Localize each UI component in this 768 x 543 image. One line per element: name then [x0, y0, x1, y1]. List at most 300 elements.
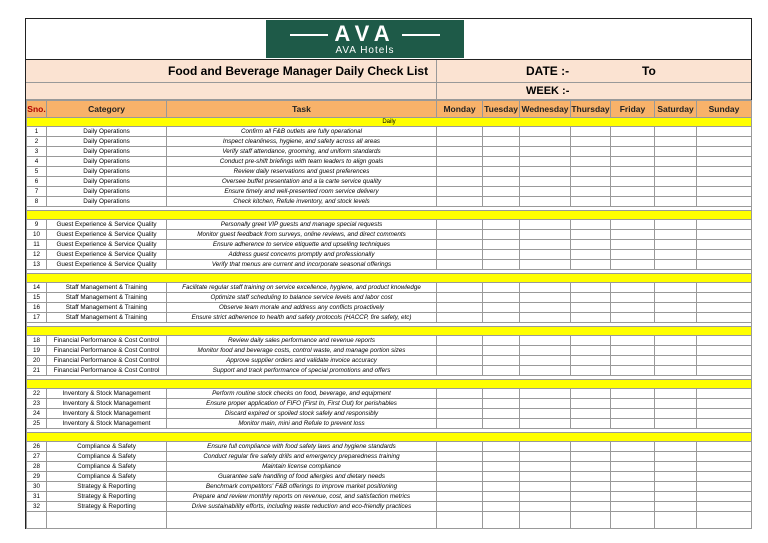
- day-check-cell[interactable]: [655, 230, 697, 240]
- table-row: [27, 127, 752, 137]
- day-check-cell[interactable]: [611, 147, 655, 157]
- day-check-cell[interactable]: [611, 356, 655, 366]
- day-check-cell[interactable]: [520, 137, 571, 147]
- day-check-cell[interactable]: [611, 197, 655, 207]
- day-check-cell[interactable]: [571, 336, 611, 346]
- day-check-cell[interactable]: [437, 313, 483, 323]
- day-check-cell[interactable]: [437, 482, 483, 492]
- day-check-cell[interactable]: [483, 260, 520, 270]
- day-check-cell[interactable]: [611, 127, 655, 137]
- row-number: 26: [27, 442, 47, 452]
- day-check-cell[interactable]: [697, 389, 752, 399]
- day-check-cell[interactable]: [571, 346, 611, 356]
- day-check-cell[interactable]: [520, 492, 571, 502]
- row-category: Compliance & Safety: [47, 442, 167, 452]
- row-category: Strategy & Reporting: [47, 502, 167, 512]
- day-check-cell[interactable]: [520, 356, 571, 366]
- row-number: 23: [27, 399, 47, 409]
- day-check-cell[interactable]: [697, 137, 752, 147]
- day-check-cell[interactable]: [655, 419, 697, 429]
- day-check-cell[interactable]: [437, 303, 483, 313]
- day-check-cell[interactable]: [655, 472, 697, 482]
- day-check-cell[interactable]: [437, 220, 483, 230]
- day-check-cell[interactable]: [520, 177, 571, 187]
- day-check-cell[interactable]: [655, 462, 697, 472]
- table-row: [27, 177, 752, 187]
- day-check-cell[interactable]: [697, 187, 752, 197]
- day-check-cell[interactable]: [611, 409, 655, 419]
- day-check-cell[interactable]: [483, 399, 520, 409]
- row-task: Confirm all F&B outlets are fully operational: [167, 127, 437, 137]
- day-check-cell[interactable]: [483, 409, 520, 419]
- day-check-cell[interactable]: [437, 293, 483, 303]
- day-check-cell[interactable]: [655, 240, 697, 250]
- title-divider: [436, 60, 437, 82]
- table-row: [27, 250, 752, 260]
- day-check-cell[interactable]: [437, 283, 483, 293]
- day-check-cell[interactable]: [611, 177, 655, 187]
- day-check-cell[interactable]: [483, 336, 520, 346]
- day-check-cell[interactable]: [483, 346, 520, 356]
- day-check-cell[interactable]: [697, 346, 752, 356]
- day-check-cell[interactable]: [483, 452, 520, 462]
- day-check-cell[interactable]: [571, 313, 611, 323]
- day-check-cell[interactable]: [655, 442, 697, 452]
- day-check-cell[interactable]: [655, 366, 697, 376]
- day-check-cell[interactable]: [571, 137, 611, 147]
- day-check-cell[interactable]: [520, 502, 571, 512]
- day-check-cell[interactable]: [611, 157, 655, 167]
- day-check-cell[interactable]: [520, 220, 571, 230]
- row-category: Financial Performance & Cost Control: [47, 356, 167, 366]
- table-row: [27, 356, 752, 366]
- day-check-cell[interactable]: [697, 399, 752, 409]
- day-check-cell[interactable]: [611, 336, 655, 346]
- day-check-cell[interactable]: [655, 346, 697, 356]
- row-number: 7: [27, 187, 47, 197]
- day-check-cell[interactable]: [437, 240, 483, 250]
- day-check-cell[interactable]: [437, 502, 483, 512]
- day-check-cell[interactable]: [611, 240, 655, 250]
- row-number: 31: [27, 492, 47, 502]
- day-check-cell[interactable]: [483, 147, 520, 157]
- day-check-cell[interactable]: [483, 177, 520, 187]
- row-number: 17: [27, 313, 47, 323]
- day-check-cell[interactable]: [611, 366, 655, 376]
- table-row: [27, 293, 752, 303]
- day-check-cell[interactable]: [655, 399, 697, 409]
- day-check-cell[interactable]: [437, 492, 483, 502]
- row-task: Address guest concerns promptly and professionally: [167, 250, 437, 260]
- checklist-table: [26, 100, 752, 529]
- day-check-cell[interactable]: [697, 419, 752, 429]
- table-row: [27, 452, 752, 462]
- day-check-cell[interactable]: [520, 230, 571, 240]
- day-check-cell[interactable]: [483, 220, 520, 230]
- row-category: Daily Operations: [47, 177, 167, 187]
- day-check-cell[interactable]: [697, 283, 752, 293]
- table-row: [27, 313, 752, 323]
- day-check-cell[interactable]: [697, 502, 752, 512]
- day-check-cell[interactable]: [571, 230, 611, 240]
- day-check-cell[interactable]: [611, 167, 655, 177]
- row-task: Drive sustainability efforts, including waste reduction and eco-friendly practices: [167, 502, 437, 512]
- day-check-cell[interactable]: [571, 147, 611, 157]
- day-check-cell[interactable]: [571, 303, 611, 313]
- day-check-cell[interactable]: [571, 197, 611, 207]
- day-check-cell[interactable]: [437, 260, 483, 270]
- day-check-cell[interactable]: [655, 336, 697, 346]
- day-check-cell[interactable]: [437, 409, 483, 419]
- day-check-cell[interactable]: [520, 147, 571, 157]
- row-category: Staff Management & Training: [47, 303, 167, 313]
- day-check-cell[interactable]: [571, 167, 611, 177]
- row-category: Staff Management & Training: [47, 313, 167, 323]
- row-task: Ensure timely and well-presented room service delivery: [167, 187, 437, 197]
- day-check-cell[interactable]: [611, 260, 655, 270]
- day-check-cell[interactable]: [655, 197, 697, 207]
- day-check-cell[interactable]: [697, 250, 752, 260]
- day-check-cell[interactable]: [655, 250, 697, 260]
- day-check-cell[interactable]: [520, 157, 571, 167]
- day-check-cell[interactable]: [520, 409, 571, 419]
- row-category: Inventory & Stock Management: [47, 399, 167, 409]
- day-check-cell[interactable]: [571, 177, 611, 187]
- day-check-cell[interactable]: [571, 409, 611, 419]
- day-check-cell[interactable]: [697, 230, 752, 240]
- day-check-cell[interactable]: [571, 356, 611, 366]
- day-check-cell[interactable]: [655, 293, 697, 303]
- row-task: Ensure full compliance with food safety laws and hygiene standards: [167, 442, 437, 452]
- day-check-cell[interactable]: [437, 336, 483, 346]
- row-category: Guest Experience & Service Quality: [47, 250, 167, 260]
- day-check-cell[interactable]: [437, 356, 483, 366]
- day-check-cell[interactable]: [697, 197, 752, 207]
- day-check-cell[interactable]: [520, 452, 571, 462]
- day-check-cell[interactable]: [437, 452, 483, 462]
- day-check-cell[interactable]: [697, 482, 752, 492]
- row-category: Financial Performance & Cost Control: [47, 336, 167, 346]
- day-check-cell[interactable]: [571, 187, 611, 197]
- divider-cell: [27, 327, 752, 336]
- day-check-cell[interactable]: [437, 366, 483, 376]
- day-check-cell[interactable]: [483, 472, 520, 482]
- day-check-cell[interactable]: [655, 137, 697, 147]
- day-check-cell[interactable]: [611, 137, 655, 147]
- week-row: [26, 83, 751, 100]
- row-category: Guest Experience & Service Quality: [47, 230, 167, 240]
- day-check-cell[interactable]: [483, 157, 520, 167]
- row-task: Ensure adherence to service etiquette and upselling techniques: [167, 240, 437, 250]
- day-check-cell[interactable]: [520, 260, 571, 270]
- day-check-cell[interactable]: [483, 283, 520, 293]
- table-row: [27, 502, 752, 512]
- day-check-cell[interactable]: [655, 177, 697, 187]
- row-number: 2: [27, 137, 47, 147]
- day-check-cell[interactable]: [483, 442, 520, 452]
- table-row: [27, 230, 752, 240]
- day-check-cell[interactable]: [483, 137, 520, 147]
- table-row: [27, 283, 752, 293]
- day-check-cell[interactable]: [655, 356, 697, 366]
- day-check-cell[interactable]: [571, 389, 611, 399]
- day-check-cell[interactable]: [520, 240, 571, 250]
- day-check-cell[interactable]: [697, 177, 752, 187]
- day-check-cell[interactable]: [483, 492, 520, 502]
- day-check-cell[interactable]: [483, 356, 520, 366]
- day-check-cell[interactable]: [520, 303, 571, 313]
- group-divider: [27, 433, 752, 442]
- row-number: 13: [27, 260, 47, 270]
- day-check-cell[interactable]: [571, 240, 611, 250]
- day-check-cell[interactable]: [483, 250, 520, 260]
- col-header-tuesday: Tuesday: [483, 101, 520, 118]
- col-header-sno: Sno.: [27, 101, 47, 118]
- day-check-cell[interactable]: [437, 346, 483, 356]
- day-check-cell[interactable]: [655, 409, 697, 419]
- row-number: 22: [27, 389, 47, 399]
- table-row: [27, 336, 752, 346]
- row-number: 4: [27, 157, 47, 167]
- day-check-cell[interactable]: [483, 127, 520, 137]
- day-check-cell[interactable]: [655, 167, 697, 177]
- day-check-cell[interactable]: [611, 187, 655, 197]
- day-check-cell[interactable]: [611, 389, 655, 399]
- day-check-cell[interactable]: [520, 283, 571, 293]
- day-check-cell[interactable]: [520, 313, 571, 323]
- day-check-cell[interactable]: [520, 250, 571, 260]
- day-check-cell[interactable]: [611, 313, 655, 323]
- row-task: Support and track performance of special promotions and offers: [167, 366, 437, 376]
- day-check-cell[interactable]: [571, 419, 611, 429]
- day-check-cell[interactable]: [571, 293, 611, 303]
- day-check-cell[interactable]: [655, 220, 697, 230]
- day-check-cell[interactable]: [655, 492, 697, 502]
- day-check-cell[interactable]: [611, 220, 655, 230]
- day-check-cell[interactable]: [571, 127, 611, 137]
- table-row: [27, 240, 752, 250]
- day-check-cell[interactable]: [655, 482, 697, 492]
- day-check-cell[interactable]: [571, 462, 611, 472]
- day-check-cell[interactable]: [655, 157, 697, 167]
- day-check-cell[interactable]: [571, 502, 611, 512]
- day-check-cell[interactable]: [520, 127, 571, 137]
- day-check-cell[interactable]: [437, 442, 483, 452]
- row-number: 25: [27, 419, 47, 429]
- day-check-cell[interactable]: [520, 389, 571, 399]
- row-task: Personally greet VIP guests and manage special requests: [167, 220, 437, 230]
- day-check-cell[interactable]: [520, 472, 571, 482]
- day-check-cell[interactable]: [697, 442, 752, 452]
- day-check-cell[interactable]: [437, 399, 483, 409]
- day-check-cell[interactable]: [655, 303, 697, 313]
- day-check-cell[interactable]: [697, 147, 752, 157]
- day-check-cell[interactable]: [520, 482, 571, 492]
- row-number: 6: [27, 177, 47, 187]
- day-check-cell[interactable]: [611, 283, 655, 293]
- day-check-cell[interactable]: [655, 187, 697, 197]
- day-check-cell[interactable]: [483, 230, 520, 240]
- day-check-cell[interactable]: [571, 442, 611, 452]
- day-check-cell[interactable]: [655, 283, 697, 293]
- row-number: 24: [27, 409, 47, 419]
- day-check-cell[interactable]: [697, 409, 752, 419]
- day-check-cell[interactable]: [437, 389, 483, 399]
- day-check-cell[interactable]: [520, 346, 571, 356]
- day-check-cell[interactable]: [611, 346, 655, 356]
- day-check-cell[interactable]: [483, 366, 520, 376]
- table-row: [27, 187, 752, 197]
- day-check-cell[interactable]: [611, 502, 655, 512]
- day-check-cell[interactable]: [697, 313, 752, 323]
- day-check-cell[interactable]: [520, 336, 571, 346]
- day-check-cell[interactable]: [483, 303, 520, 313]
- day-check-cell[interactable]: [571, 492, 611, 502]
- row-task: Perform routine stock checks on food, beverage, and equipment: [167, 389, 437, 399]
- day-check-cell[interactable]: [611, 482, 655, 492]
- day-check-cell[interactable]: [697, 366, 752, 376]
- day-check-cell[interactable]: [697, 356, 752, 366]
- day-check-cell[interactable]: [697, 336, 752, 346]
- row-number: 16: [27, 303, 47, 313]
- logo-row: [26, 19, 751, 60]
- day-check-cell[interactable]: [437, 230, 483, 240]
- day-check-cell[interactable]: [697, 127, 752, 137]
- day-check-cell[interactable]: [483, 313, 520, 323]
- header-row: [27, 101, 752, 118]
- day-check-cell[interactable]: [571, 366, 611, 376]
- day-check-cell[interactable]: [611, 442, 655, 452]
- row-category: Financial Performance & Cost Control: [47, 366, 167, 376]
- day-check-cell[interactable]: [655, 147, 697, 157]
- row-number: 10: [27, 230, 47, 240]
- day-check-cell[interactable]: [697, 303, 752, 313]
- day-check-cell[interactable]: [571, 399, 611, 409]
- day-check-cell[interactable]: [520, 187, 571, 197]
- day-check-cell[interactable]: [437, 472, 483, 482]
- day-check-cell[interactable]: [697, 157, 752, 167]
- day-check-cell[interactable]: [437, 187, 483, 197]
- day-check-cell[interactable]: [611, 303, 655, 313]
- day-check-cell[interactable]: [611, 472, 655, 482]
- day-check-cell[interactable]: [611, 492, 655, 502]
- day-check-cell[interactable]: [483, 167, 520, 177]
- day-check-cell[interactable]: [611, 293, 655, 303]
- row-category: Daily Operations: [47, 197, 167, 207]
- day-check-cell[interactable]: [483, 240, 520, 250]
- group-divider: [27, 211, 752, 220]
- day-check-cell[interactable]: [520, 197, 571, 207]
- day-check-cell[interactable]: [437, 137, 483, 147]
- day-check-cell[interactable]: [483, 389, 520, 399]
- day-check-cell[interactable]: [611, 399, 655, 409]
- day-check-cell[interactable]: [520, 366, 571, 376]
- day-check-cell[interactable]: [697, 260, 752, 270]
- day-check-cell[interactable]: [520, 399, 571, 409]
- day-check-cell[interactable]: [437, 127, 483, 137]
- day-check-cell[interactable]: [520, 167, 571, 177]
- day-check-cell[interactable]: [483, 419, 520, 429]
- day-check-cell[interactable]: [571, 283, 611, 293]
- day-check-cell[interactable]: [655, 260, 697, 270]
- day-check-cell[interactable]: [571, 452, 611, 462]
- day-check-cell[interactable]: [483, 462, 520, 472]
- row-category: Compliance & Safety: [47, 452, 167, 462]
- day-check-cell[interactable]: [655, 389, 697, 399]
- row-task: Verify staff attendance, grooming, and uniform standards: [167, 147, 437, 157]
- day-check-cell[interactable]: [697, 240, 752, 250]
- day-check-cell[interactable]: [697, 492, 752, 502]
- row-task: Check kitchen, Refule inventory, and stock levels: [167, 197, 437, 207]
- day-check-cell[interactable]: [437, 147, 483, 157]
- day-check-cell[interactable]: [520, 293, 571, 303]
- day-check-cell[interactable]: [571, 482, 611, 492]
- day-check-cell[interactable]: [437, 157, 483, 167]
- row-task: Monitor food and beverage costs, control waste, and manage portion sizes: [167, 346, 437, 356]
- day-check-cell[interactable]: [520, 462, 571, 472]
- day-check-cell[interactable]: [437, 462, 483, 472]
- day-check-cell[interactable]: [483, 502, 520, 512]
- day-check-cell[interactable]: [655, 452, 697, 462]
- day-check-cell[interactable]: [483, 197, 520, 207]
- row-task: Discard expired or spoiled stock safely and responsibly: [167, 409, 437, 419]
- row-number: 12: [27, 250, 47, 260]
- row-category: Daily Operations: [47, 147, 167, 157]
- day-check-cell[interactable]: [611, 230, 655, 240]
- day-check-cell[interactable]: [571, 220, 611, 230]
- day-check-cell[interactable]: [655, 127, 697, 137]
- day-check-cell[interactable]: [520, 419, 571, 429]
- blank-cell: [697, 512, 752, 529]
- row-task: Ensure proper application of FIFO (First In, First Out) for perishables: [167, 399, 437, 409]
- day-check-cell[interactable]: [655, 502, 697, 512]
- day-check-cell[interactable]: [437, 419, 483, 429]
- divider-cell: [27, 433, 752, 442]
- logo-mark: AVA: [266, 22, 464, 46]
- day-check-cell[interactable]: [571, 260, 611, 270]
- day-check-cell[interactable]: [611, 250, 655, 260]
- day-check-cell[interactable]: [655, 313, 697, 323]
- day-check-cell[interactable]: [437, 197, 483, 207]
- row-task: Maintain license compliance: [167, 462, 437, 472]
- day-check-cell[interactable]: [571, 157, 611, 167]
- day-check-cell[interactable]: [437, 167, 483, 177]
- day-check-cell[interactable]: [483, 482, 520, 492]
- day-check-cell[interactable]: [611, 462, 655, 472]
- day-check-cell[interactable]: [697, 167, 752, 177]
- day-check-cell[interactable]: [611, 419, 655, 429]
- day-check-cell[interactable]: [697, 472, 752, 482]
- day-check-cell[interactable]: [483, 187, 520, 197]
- day-check-cell[interactable]: [437, 250, 483, 260]
- section-row-daily: [27, 118, 752, 127]
- day-check-cell[interactable]: [483, 293, 520, 303]
- row-category: Strategy & Reporting: [47, 492, 167, 502]
- row-number: 1: [27, 127, 47, 137]
- day-check-cell[interactable]: [697, 462, 752, 472]
- day-check-cell[interactable]: [571, 250, 611, 260]
- day-check-cell[interactable]: [611, 452, 655, 462]
- day-check-cell[interactable]: [571, 472, 611, 482]
- day-check-cell[interactable]: [697, 220, 752, 230]
- day-check-cell[interactable]: [697, 293, 752, 303]
- table-row: [27, 442, 752, 452]
- day-check-cell[interactable]: [697, 452, 752, 462]
- row-category: Daily Operations: [47, 157, 167, 167]
- table-row: [27, 419, 752, 429]
- day-check-cell[interactable]: [520, 442, 571, 452]
- day-check-cell[interactable]: [437, 177, 483, 187]
